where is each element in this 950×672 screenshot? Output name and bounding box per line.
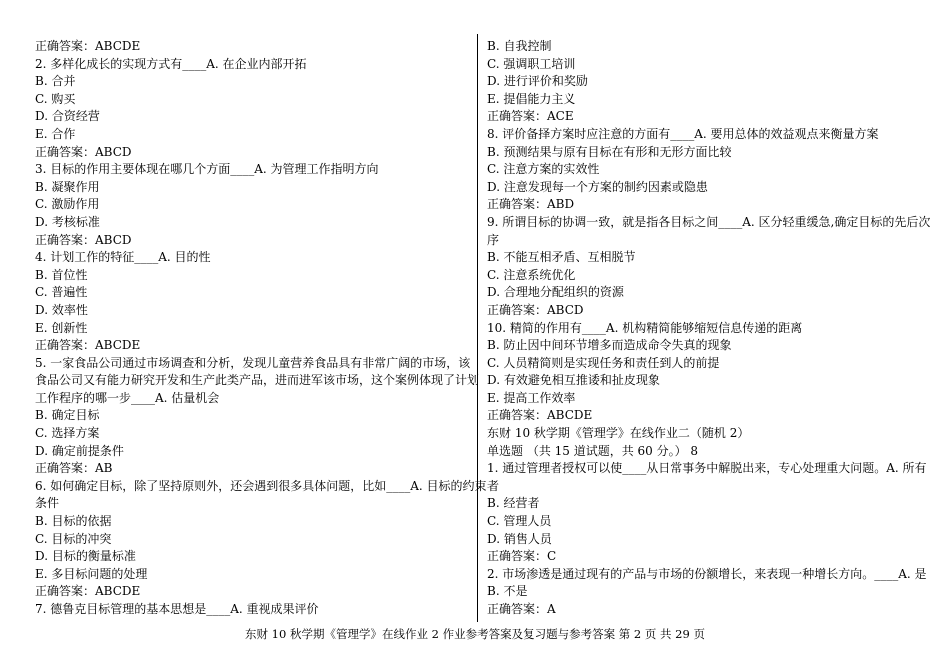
text-line: C. 强调职工培训	[487, 56, 576, 71]
text-line: 2. 多样化成长的实现方式有____A. 在企业内部开拓	[35, 56, 307, 71]
text-line: 正确答案：ABCD	[35, 144, 132, 159]
text-line: 正确答案：ABCDE	[35, 584, 141, 599]
text-line: 正确答案：ABCDE	[35, 338, 141, 353]
text-line: 正确答案：C	[487, 549, 557, 564]
text-line: C. 注意方案的实效性	[487, 162, 600, 177]
text-line: C. 普遍性	[35, 285, 88, 300]
text-line: 6. 如何确定目标，除了坚持原则外，还会遇到很多具体问题，比如____A. 目标的约束	[35, 478, 487, 493]
text-line: B. 确定目标	[35, 408, 100, 423]
text-line: D. 确定前提条件	[35, 443, 124, 458]
text-line: 1. 通过管理者授权可以使____从日常事务中解脱出来，专心处理重大问题。A. 所有	[487, 461, 927, 476]
text-line: 3. 目标的作用主要体现在哪几个方面____A. 为管理工作指明方向	[35, 162, 379, 177]
text-line: B. 经营者	[487, 496, 540, 511]
text-line: 正确答案：ABCDE	[487, 408, 593, 423]
text-line: E. 多目标问题的处理	[35, 566, 148, 581]
text-line: 东财 10 秋学期《管理学》在线作业二（随机 2）	[487, 426, 750, 441]
text-line: D. 目标的衡量标准	[35, 549, 136, 564]
text-line: C. 目标的冲突	[35, 531, 112, 546]
text-line: 条件	[35, 496, 60, 511]
text-line: E. 创新性	[35, 320, 88, 335]
text-line: C. 激励作用	[35, 197, 100, 212]
page-footer: 东财 10 秋学期《管理学》在线作业 2 作业参考答案及复习题与参考答案 第 2 页 共 29 页	[245, 627, 705, 641]
text-line: 正确答案：ACE	[487, 109, 574, 124]
text-line: C. 管理人员	[487, 514, 552, 529]
text-line: B. 不是	[487, 584, 528, 599]
text-line: 单选题 （共 15 道试题，共 60 分。） 8	[487, 443, 699, 458]
text-line: 正确答案：ABCD	[35, 232, 132, 247]
text-line: 正确答案：ABD	[487, 197, 575, 212]
text-line: B. 合并	[35, 74, 76, 89]
text-line: E. 提高工作效率	[487, 390, 576, 405]
text-line: 序	[487, 232, 500, 247]
text-line: 工作程序的哪一步____A. 估量机会	[35, 390, 220, 405]
text-line: E. 提倡能力主义	[487, 91, 576, 106]
text-line: C. 人员精简则是实现任务和责任到人的前提	[487, 355, 720, 370]
text-line: 正确答案：ABCDE	[35, 39, 141, 53]
text-line: D. 合资经营	[35, 109, 100, 124]
text-line: B. 目标的依据	[35, 514, 112, 529]
text-line: B. 不能互相矛盾、互相脱节	[487, 250, 636, 265]
text-line: 正确答案：AB	[35, 461, 113, 476]
text-line: E. 合作	[35, 126, 76, 141]
text-line: 2. 市场渗透是通过现有的产品与市场的份额增长，来表现一种增长方向。____A. 是	[487, 566, 927, 581]
text-line: C. 购买	[35, 91, 76, 106]
text-line: D. 进行评价和奖励	[487, 74, 588, 89]
text-line: 10. 精简的作用有____A. 机构精简能够缩短信息传递的距离	[487, 320, 803, 335]
text-line: D. 合理地分配组织的资源	[487, 285, 624, 300]
text-line: B. 首位性	[35, 267, 88, 282]
text-line: 正确答案：A	[487, 602, 556, 616]
right-column	[487, 38, 931, 619]
text-line: D. 注意发现每一个方案的制约因素或隐患	[487, 179, 708, 194]
text-line: C. 选择方案	[35, 426, 100, 441]
text-line: 正确答案：ABCD	[487, 302, 584, 317]
text-line: B. 自我控制	[487, 39, 552, 53]
text-line: 食品公司又有能力研究开发和生产此类产品，进而进军该市场，这个案例体现了计划	[35, 373, 480, 388]
text-line: 7. 德鲁克目标管理的基本思想是____A. 重视成果评价	[35, 602, 319, 616]
text-line: B. 防止因中间环节增多而造成命令失真的现象	[487, 338, 732, 353]
text-line: B. 凝聚作用	[35, 179, 100, 194]
text-line: D. 效率性	[35, 302, 88, 317]
text-line: 8. 评价备择方案时应注意的方面有____A. 要用总体的效益观点来衡量方案	[487, 126, 879, 141]
text-line: 5. 一家食品公司通过市场调查和分析，发现儿童营养食品具有非常广阔的市场，该	[35, 355, 471, 370]
text-line: C. 注意系统优化	[487, 267, 576, 282]
text-line: 4. 计划工作的特征____A. 目的性	[35, 250, 211, 265]
left-column	[35, 38, 487, 619]
text-line: 9. 所谓目标的协调一致，就是指各目标之间____A. 区分轻重缓急,确定目标的先后次	[487, 214, 931, 229]
text-line: D. 考核标准	[35, 214, 100, 229]
text-line: D. 销售人员	[487, 531, 552, 546]
text-line: D. 有效避免相互推诿和扯皮现象	[487, 373, 660, 388]
text-line: 者	[487, 478, 500, 493]
column-divider	[477, 34, 478, 622]
text-line: B. 预测结果与原有目标在有形和无形方面比较	[487, 144, 732, 159]
